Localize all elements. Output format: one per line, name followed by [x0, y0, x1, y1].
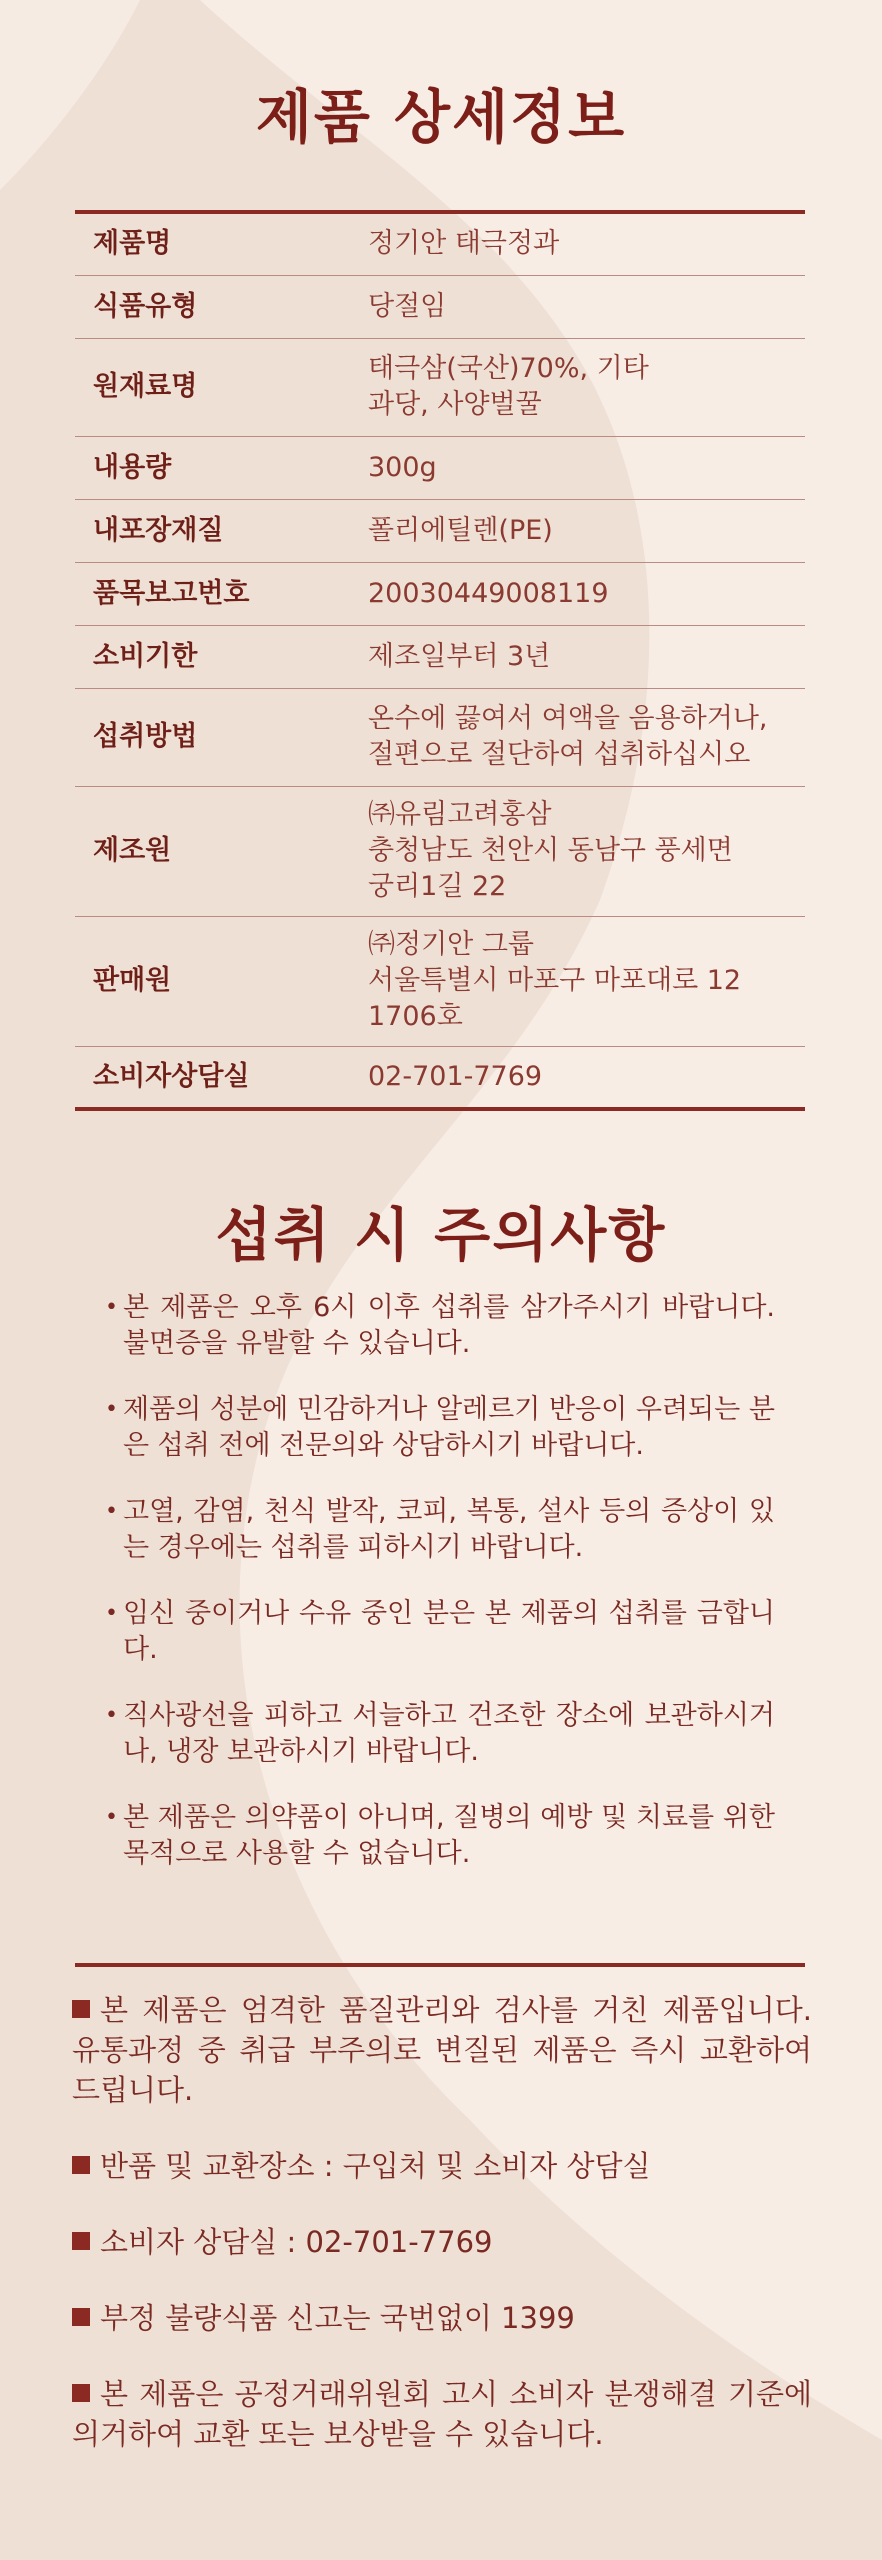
square-bullet-icon	[72, 2384, 90, 2402]
table-row	[75, 688, 805, 786]
notice-text: 반품 및 교환장소 : 구입처 및 소비자 상담실	[100, 2149, 651, 2183]
table-row	[75, 212, 805, 275]
row-label: 내포장재질	[75, 499, 353, 562]
row-label: 내용량	[75, 436, 353, 499]
notice-item	[72, 2298, 812, 2338]
square-bullet-icon	[72, 2156, 90, 2174]
caution-list	[105, 1290, 775, 1902]
section-divider	[75, 1963, 805, 1967]
notice-text: 소비자 상담실 : 02-701-7769	[100, 2225, 493, 2259]
row-label: 소비자상담실	[93, 1060, 250, 1092]
table-row	[75, 562, 805, 625]
product-detail-title: 제품 상세정보	[255, 83, 627, 151]
caution-title: 섭취 시 주의사항	[215, 1201, 667, 1269]
square-bullet-icon	[72, 2232, 90, 2250]
row-label: 판매원	[75, 916, 353, 1046]
row-label: 섭취방법	[75, 688, 353, 786]
list-item: • 임신 중이거나 수유 중인 분은 본 제품의 섭취를 금합니다.	[105, 1596, 775, 1668]
square-bullet-icon	[72, 2308, 90, 2326]
table-row	[75, 499, 805, 562]
table-row	[75, 786, 805, 916]
list-item: • 직사광선을 피하고 서늘하고 건조한 장소에 보관하시거나, 냉장 보관하시기 바랍니다.	[105, 1698, 775, 1770]
row-value: 02-701-7769	[368, 1060, 543, 1092]
row-label: 식품유형	[75, 275, 353, 338]
notice-list	[72, 1990, 812, 2490]
row-label: 품목보고번호	[75, 562, 353, 625]
notice-item	[72, 2146, 812, 2186]
row-value: ㈜정기안 그룹 서울특별시 마포구 마포대로 12 1706호	[353, 916, 805, 1046]
notice-text: 부정 불량식품 신고는 국번없이 1399	[100, 2301, 575, 2335]
row-value: 당절임	[353, 275, 805, 338]
row-value: 제조일부터 3년	[353, 625, 805, 688]
row-label: 원재료명	[75, 338, 353, 436]
row-value: 300g	[353, 436, 805, 499]
notice-item	[72, 1990, 812, 2110]
table-row	[75, 436, 805, 499]
list-item: • 본 제품은 오후 6시 이후 섭취를 삼가주시기 바랍니다. 불면증을 유발할 수 있습니다.	[105, 1290, 775, 1362]
list-item: • 본 제품은 의약품이 아니며, 질병의 예방 및 치료를 위한 목적으로 사용할 수 없습니다.	[105, 1800, 775, 1872]
row-value: 온수에 끓여서 여액을 음용하거나, 절편으로 절단하여 섭취하십시오	[353, 688, 805, 786]
list-item: • 고열, 감염, 천식 발작, 코피, 복통, 설사 등의 증상이 있는 경우에는 섭취를 피하시기 바랍니다.	[105, 1494, 775, 1566]
list-item: • 제품의 성분에 민감하거나 알레르기 반응이 우려되는 분은 섭취 전에 전문의와 상담하시기 바랍니다.	[105, 1392, 775, 1464]
table-row	[75, 338, 805, 436]
notice-item	[72, 2222, 812, 2262]
product-detail-table	[75, 210, 805, 1111]
table-row	[75, 916, 805, 1046]
notice-text: 본 제품은 공정거래위원회 고시 소비자 분쟁해결 기준에 의거하여 교환 또는 보상받을 수 있습니다.	[72, 2377, 812, 2451]
row-value: 태극삼(국산)70%, 기타 과당, 사양벌꿀	[353, 338, 805, 436]
square-bullet-icon	[72, 2000, 90, 2018]
table-row	[75, 275, 805, 338]
row-label: 제조원	[75, 786, 353, 916]
notice-text: 본 제품은 엄격한 품질관리와 검사를 거친 제품입니다. 유통과정 중 취급 부주의로 변질된 제품은 즉시 교환하여 드립니다.	[72, 1993, 812, 2107]
row-value: ㈜유림고려홍삼 충청남도 천안시 동남구 풍세면 궁리1길 22	[353, 786, 805, 916]
row-value: 정기안 태극정과	[353, 212, 805, 275]
table-row	[75, 1046, 805, 1109]
table-row	[75, 625, 805, 688]
row-value: 폴리에틸렌(PE)	[353, 499, 805, 562]
notice-item	[72, 2374, 812, 2454]
row-value: 20030449008119	[353, 562, 805, 625]
row-label: 소비기한	[75, 625, 353, 688]
row-label: 제품명	[75, 212, 353, 275]
